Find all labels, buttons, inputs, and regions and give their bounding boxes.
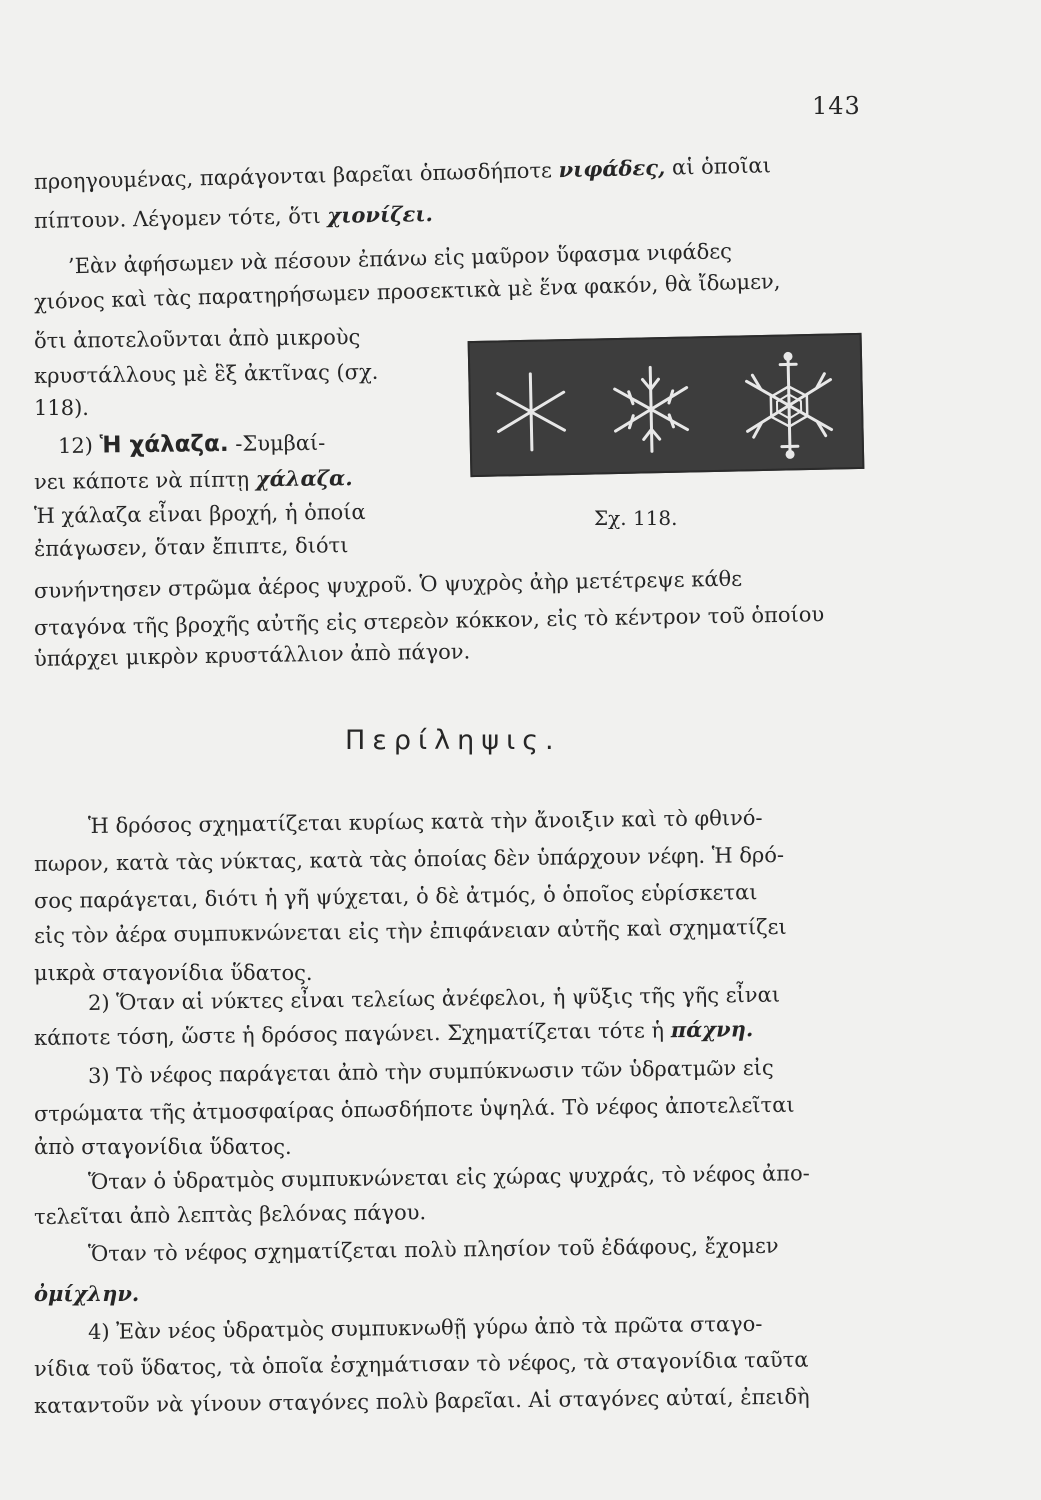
text-line: καταντοῦν νὰ γίνουν σταγόνες πολὺ βαρεῖαι. Αἱ σταγόνες αὐταί, ἐπειδὴ xyxy=(33,1384,810,1418)
text-line: 3) Τὸ νέφος παράγεται ἀπὸ τὴν συμπύκνωσιν τῶν ὑδρατμῶν εἰς xyxy=(87,1055,774,1088)
text-line: πωρον, κατὰ τὰς νύκτας, κατὰ τὰς ὁποίας δὲν ὑπάρχουν νέφη. Ἡ δρό- xyxy=(33,842,785,876)
text-line: Ὅταν ὁ ὑδρατμὸς συμπυκνώνεται εἰς χώρας ψυχράς, τὸ νέφος ἀπο- xyxy=(87,1161,810,1194)
text-line: κάποτε τόση, ὥστε ἡ δρόσος παγώνει. Σχηματίζεται τότε ἡ πάχνη. xyxy=(33,1016,754,1050)
text-line: προηγουμένας, παράγονται βαρεῖαι ὁπωσδήποτε νιφάδες, αἱ ὁποῖαι xyxy=(33,153,772,194)
text-line: ὀμίχλην. xyxy=(34,1281,140,1306)
text-line: εἰς τὸν ἀέρα συμπυκνώνεται εἰς τὴν ἐπιφάνειαν αὐτῆς καὶ σχηματίζει xyxy=(33,914,787,948)
figure-caption: Σχ. 118. xyxy=(594,506,678,530)
text-line: ὑπάρχει μικρὸν κρυστάλλιον ἀπὸ πάγον. xyxy=(33,639,471,671)
text-line: σταγόνα τῆς βροχῆς αὐτῆς εἰς στερεὸν κόκκον, εἰς τὸ κέντρον τοῦ ὁποίου xyxy=(33,602,825,640)
text-line: συνήντησεν στρῶμα ἀέρος ψυχροῦ. Ὁ ψυχρὸς ἀὴρ μετέτρεψε κάθε xyxy=(33,566,743,603)
text-line: σος παράγεται, διότι ἡ γῆ ψύχεται, ὁ δὲ ἀτμός, ὁ ὁποῖος εὑρίσκεται xyxy=(33,880,758,913)
snowflake-feathered-icon xyxy=(614,367,688,452)
text-line: Ὅταν τὸ νέφος σχηματίζεται πολὺ πλησίον τοῦ ἐδάφους, ἔχομεν xyxy=(87,1233,779,1266)
text-line: νει κάποτε νὰ πίπτῃ χάλαζα. xyxy=(33,465,353,494)
text-line: κρυστάλλους μὲ ἓξ ἀκτῖνας (σχ. xyxy=(33,359,379,388)
text-line: ἐπάγωσεν, ὅταν ἔπιπτε, διότι xyxy=(33,533,349,561)
section-number: 12) xyxy=(57,433,94,458)
text-line: 12) Ἡ χάλαζα. -Συμβαί- xyxy=(57,430,326,459)
page-number: 143 xyxy=(812,92,861,120)
figure-snowflakes xyxy=(468,333,865,477)
text-line: πίπτουν. Λέγομεν τότε, ὅτι χιονίζει. xyxy=(33,201,434,233)
text-line: χιόνος καὶ τὰς παρατηρήσωμεν προσεκτικὰ μὲ ἕνα φακόν, θὰ ἴδωμεν, xyxy=(33,269,781,314)
summary-title: Περίληψις. xyxy=(345,725,561,756)
text-line: Ἡ χάλαζα εἶναι βροχή, ἡ ὁποία xyxy=(33,499,366,528)
text-line: 2) Ὅταν αἱ νύκτες εἶναι τελείως ἀνέφελοι, ἡ ψῦξις τῆς γῆς εἶναι xyxy=(87,982,781,1015)
text-line: ’Εὰν ἀφήσωμεν νὰ πέσουν ἐπάνω εἰς μαῦρον ὕφασμα νιφάδες xyxy=(67,239,733,279)
text-line: μικρὰ σταγονίδια ὕδατος. xyxy=(34,961,313,985)
text-line: 118). xyxy=(34,396,89,420)
text-line: Ἡ δρόσος σχηματίζεται κυρίως κατὰ τὴν ἄνοιξιν καὶ τὸ φθινό- xyxy=(87,805,763,838)
text-line: 4) Ἐὰν νέος ὑδρατμὸς συμπυκνωθῇ γύρω ἀπὸ τὰ πρῶτα σταγο- xyxy=(87,1311,763,1344)
snowflake-crystals-icon xyxy=(470,335,863,475)
text-line: νίδια τοῦ ὕδατος, τὰ ὁποῖα ἐσχημάτισαν τὸ νέφος, τὰ σταγονίδια ταῦτα xyxy=(33,1347,809,1381)
text-line: ἀπὸ σταγονίδια ὕδατος. xyxy=(34,1135,292,1159)
snowflake-ornate-icon xyxy=(746,353,832,459)
snowflake-simple-icon xyxy=(497,373,565,450)
text-line: στρώματα τῆς ἀτμοσφαίρας ὁπωσδήποτε ὑψηλά. Τὸ νέφος ἀποτελεῖται xyxy=(33,1092,795,1126)
section-heading: Ἡ χάλαζα. xyxy=(99,430,229,459)
text-line: ὅτι ἀποτελοῦνται ἀπὸ μικροὺς xyxy=(33,325,361,353)
text-line: τελεῖται ἀπὸ λεπτὰς βελόνας πάγου. xyxy=(33,1200,427,1229)
